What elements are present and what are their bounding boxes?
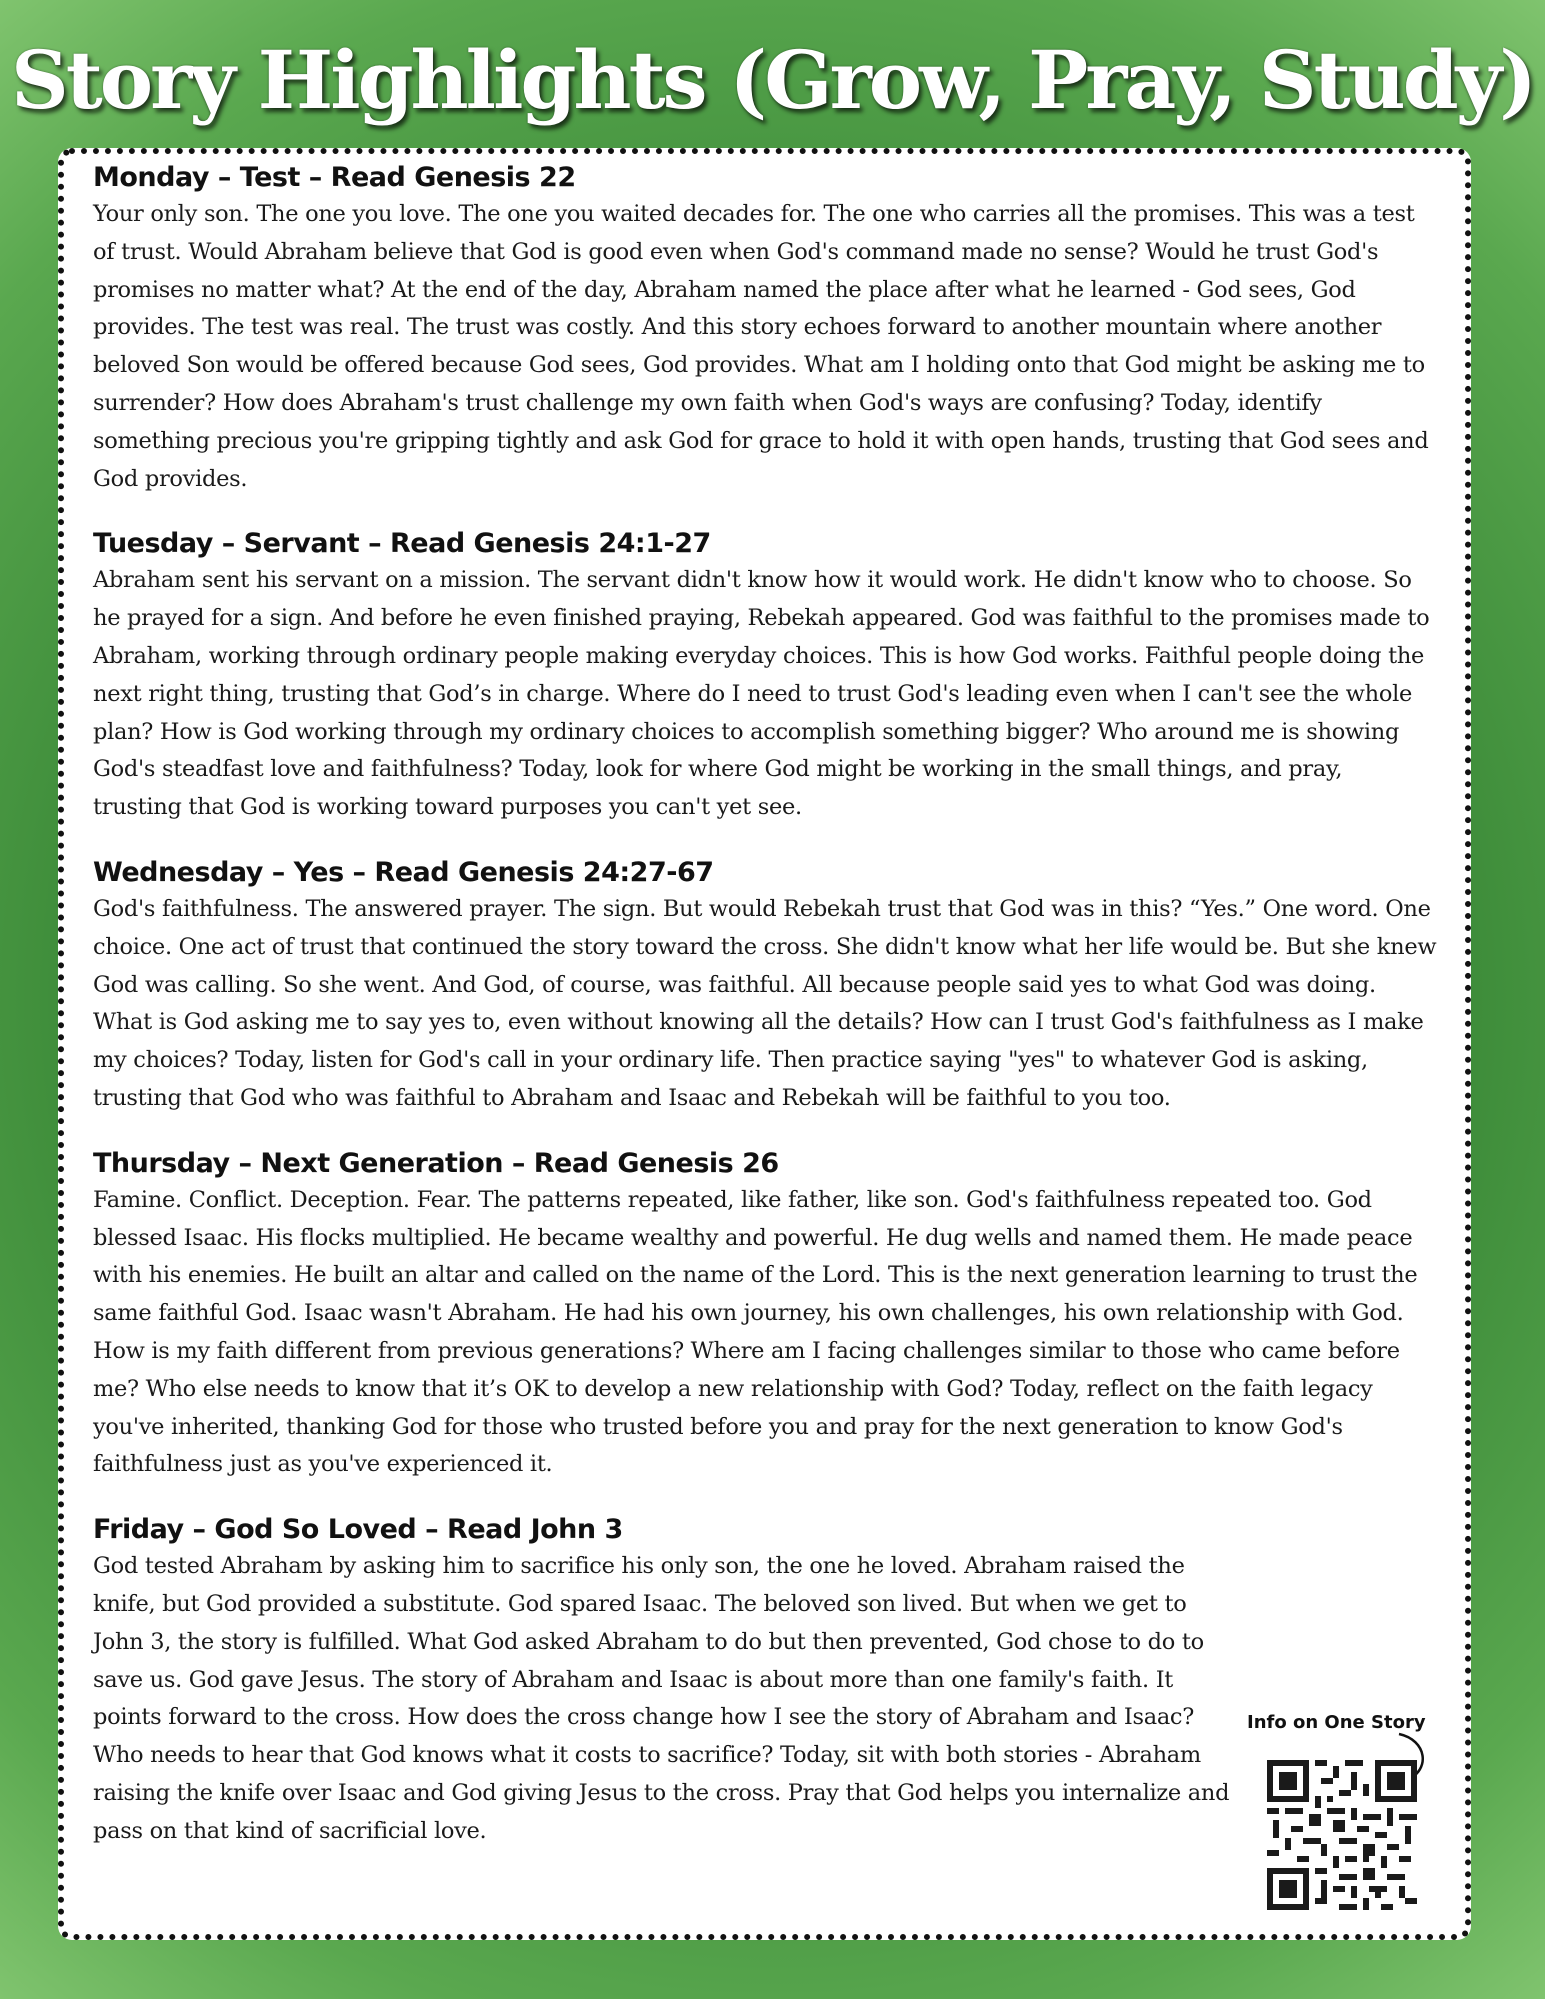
highlights-panel [58, 148, 1471, 1940]
day-body: God tested Abraham by asking him to sacrifice his only son, the one he loved. Abraham raised the knife, but God provided a substitute. God spared Isaac. The beloved son lived. But when we get to John 3, the story is fulfilled. What God asked Abraham to do but then prevented, God chose to do to save us. God gave Jesus. The story of Abraham and Isaac is about more than one family's faith. It points forward to the cross. How does the cross change how I see the story of Abraham and Isaac? Who needs to hear that God knows what it costs to sacrifice? Today, sit with both stories - Abraham raising the knife over Isaac and God giving Jesus to the cross. Pray that God helps you internalize and pass on that kind of sacrificial love. [93, 1553, 1230, 1844]
qr-code-icon[interactable] [1267, 1760, 1417, 1910]
day-section-tuesday [93, 526, 1437, 827]
day-section-friday [93, 1512, 1437, 1850]
qr-block [1243, 1712, 1443, 1922]
page-title: Story Highlights (Grow, Pray, Study) [11, 33, 1534, 127]
day-body: Famine. Conflict. Deception. Fear. The patterns repeated, like father, like son. God's faithfulness repeated too. God blessed Isaac. His flocks multiplied. He became wealthy and powerful. He dug wells and named them. He made peace with his enemies. He built an altar and called on the name of the Lord. This is the next generation learning to trust the same faithful God. Isaac wasn't Abraham. He had his own journey, his own challenges, his own relationship with God. How is my faith different from previous generations? Where am I facing challenges similar to those who came before me? Who else needs to know that it’s OK to develop a new relationship with God? Today, reflect on the faith legacy you've inherited, thanking God for those who trusted before you and pray for the next generation to know God's faithfulness just as you've experienced it. [93, 1186, 1418, 1478]
day-heading: Friday – God So Loved – Read John 3 [93, 1514, 623, 1546]
day-section-thursday [93, 1146, 1437, 1484]
day-heading: Thursday – Next Generation – Read Genesis 26 [93, 1147, 779, 1179]
day-section-monday [93, 160, 1437, 498]
day-body: God's faithfulness. The answered prayer. The sign. But would Rebekah trust that God was in this? “Yes.” One word. One choice. One act of trust that continued the story toward the cross. She didn't know what her life would be. But she knew God was calling. So she went. And God, of course, was faithful. All because people said yes to what God was doing. What is God asking me to say yes to, even without knowing all the details? How can I trust God's faithfulness as I make my choices? Today, listen for God's call in your ordinary life. Then practice saying "yes" to whatever God is asking, trusting that God who was faithful to Abraham and Isaac and Rebekah will be faithful to you too. [93, 895, 1437, 1111]
day-heading: Wednesday – Yes – Read Genesis 24:27-67 [93, 856, 714, 888]
day-section-wednesday [93, 855, 1437, 1118]
day-body: Abraham sent his servant on a mission. The servant didn't know how it would work. He didn't know who to choose. So he prayed for a sign. And before he even finished praying, Rebekah appeared. God was faithful to the promises made to Abraham, working through ordinary people making everyday choices. This is how God works. Faithful people doing the next right thing, trusting that God’s in charge. Where do I need to trust God's leading even when I can't see the whole plan? How is God working through my ordinary choices to accomplish something bigger? Who around me is showing God's steadfast love and faithfulness? Today, look for where God might be working in the small things, and pray, trusting that God is working toward purposes you can't yet see. [93, 567, 1430, 821]
qr-caption: Info on One Story [1247, 1712, 1426, 1733]
day-body: Your only son. The one you love. The one you waited decades for. The one who carries all the promises. This was a test of trust. Would Abraham believe that God is good even when God's command made no sense? Would he trust God's promises no matter what? At the end of the day, Abraham named the place after what he learned - God sees, God provides. The test was real. The trust was costly. And this story echoes forward to another mountain where another beloved Son would be offered because God sees, God provides. What am I holding onto that God might be asking me to surrender? How does Abraham's trust challenge my own faith when God's ways are confusing? Today, identify something precious you're gripping tightly and ask God for grace to hold it with open hands, trusting that God sees and God provides. [93, 201, 1429, 492]
day-heading: Monday – Test – Read Genesis 22 [93, 162, 576, 193]
day-heading: Tuesday – Servant – Read Genesis 24:1-27 [93, 528, 711, 560]
